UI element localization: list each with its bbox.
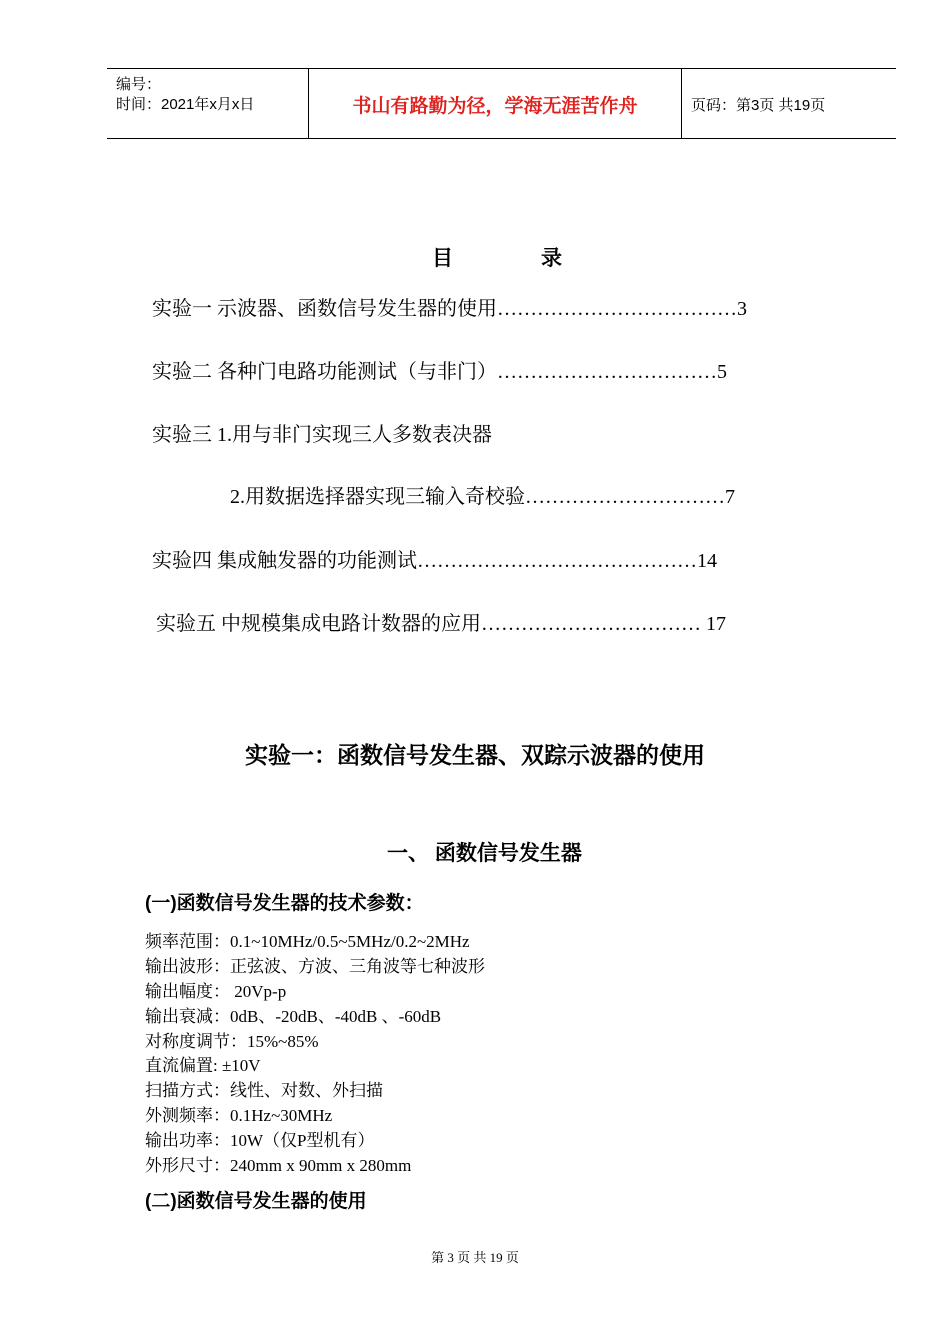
header-motto: 书山有路勤为径，学海无涯苦作舟 (352, 96, 638, 117)
toc-item: 实验五 中规模集成电路计数器的应用…………………………… 17 (156, 613, 726, 635)
toc-item: 实验三 1.用与非门实现三人多数表决器 (152, 424, 492, 446)
toc-title (432, 242, 562, 272)
param-line: 外形尺寸：240mm x 90mm x 280mm (145, 1156, 412, 1175)
param-line: 对称度调节：15%~85% (145, 1032, 319, 1051)
toc-title-left: 目 (432, 247, 453, 270)
header-page-info: 页码：第3页 共19页 (691, 97, 826, 114)
params-heading: (一)函数信号发生器的技术参数： (145, 893, 424, 914)
param-line: 外测频率：0.1Hz~30MHz (145, 1106, 333, 1125)
section-subtitle: 一、 函数信号发生器 (387, 842, 582, 865)
param-line: 频率范围：0.1~10MHz/0.5~5MHz/0.2~2MHz (145, 932, 470, 951)
param-line: 输出幅度： 20Vp-p (145, 982, 287, 1001)
document-date-label: 时间：2021年x月x日 (116, 96, 255, 113)
param-line: 扫描方式：线性、对数、外扫描 (145, 1081, 383, 1100)
header-info-cell (107, 69, 309, 138)
toc-item: 实验二 各种门电路功能测试（与非门）……………………………5 (152, 361, 727, 383)
param-line: 输出衰减：0dB、-20dB、-40dB 、-60dB (145, 1007, 442, 1026)
page-footer: 第 3 页 共 19 页 (431, 1250, 519, 1265)
toc-item: 实验四 集成触发器的功能测试……………………………………14 (152, 550, 717, 572)
header-page-cell (682, 69, 896, 138)
param-line: 直流偏置: ±10V (145, 1056, 261, 1075)
toc-item: 实验一 示波器、函数信号发生器的使用………………………………3 (152, 298, 747, 320)
document-code-label: 编号： (116, 76, 162, 93)
page-header-table (107, 68, 896, 139)
usage-heading: (二)函数信号发生器的使用 (145, 1191, 367, 1212)
header-motto-cell (309, 69, 682, 138)
toc-item: 2.用数据选择器实现三输入奇校验…………………………7 (230, 486, 735, 508)
param-line: 输出波形：正弦波、方波、三角波等七种波形 (145, 957, 485, 976)
section-title: 实验一：函数信号发生器、双踪示波器的使用 (245, 742, 705, 768)
param-line: 输出功率：10W（仅P型机有） (145, 1131, 375, 1150)
toc-title-right: 录 (541, 247, 562, 270)
